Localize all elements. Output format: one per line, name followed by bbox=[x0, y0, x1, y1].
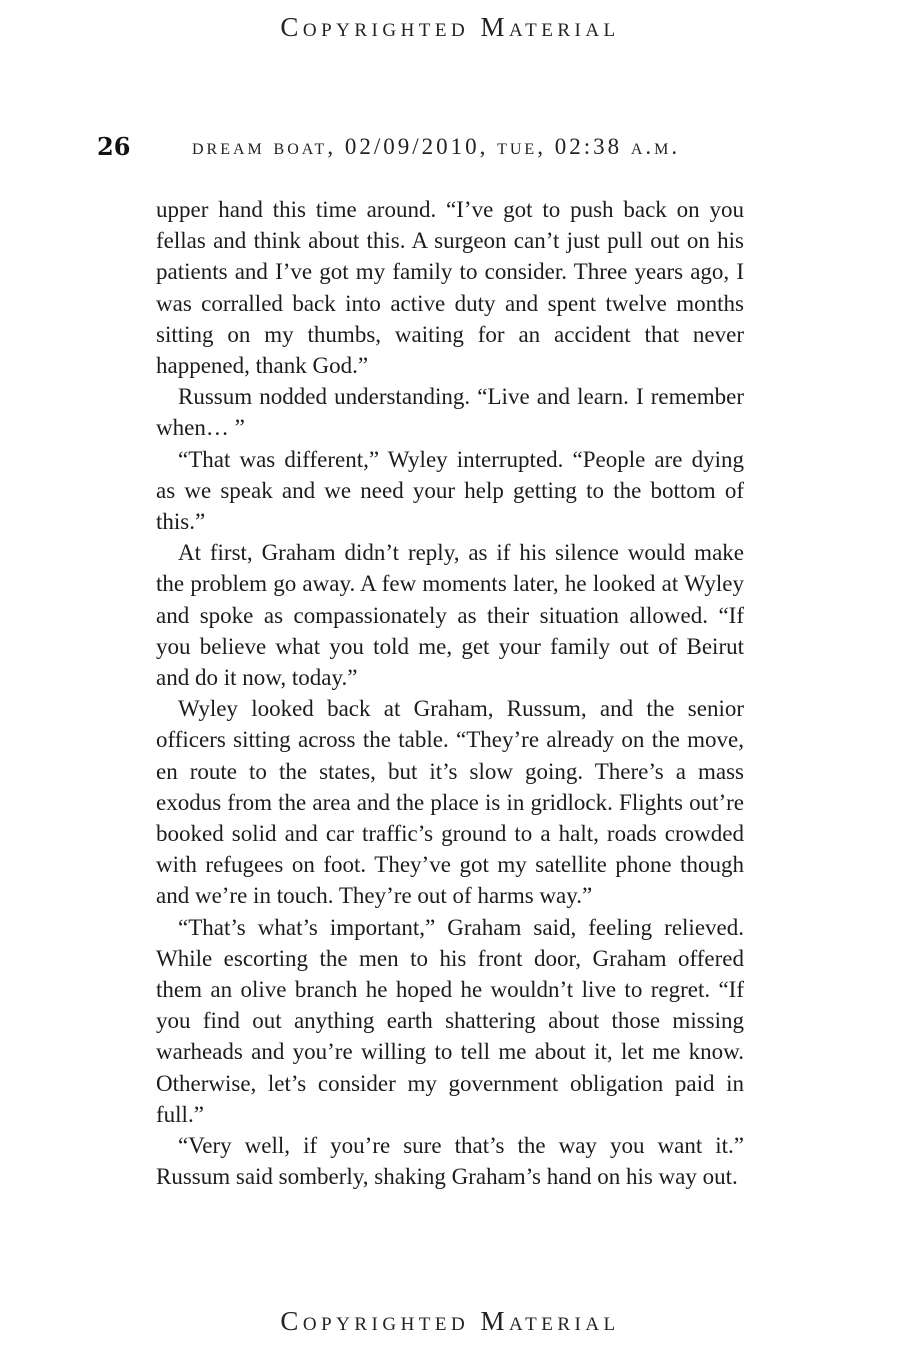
paragraph-6: “That’s what’s important,” Graham said, feeling relieved. While escorting the men to his front door, Graham offered them an olive branch he hoped he wouldn’t live to regret. “If you find out anything earth shattering about those missing warheads and you’re willing to tell me about it, let me know. Otherwise, let’s consider my government obligation paid in full.” bbox=[156, 914, 744, 1127]
copyright-notice-bottom: Copyrighted Material bbox=[280, 1306, 620, 1336]
copyright-notice-top: Copyrighted Material bbox=[280, 12, 620, 42]
paragraph-4: At first, Graham didn’t reply, as if his silence would make the problem go away. A few moments later, he looked at Wyley and spoke as compassionately as their situation allowed. “If you believe what you told me, get your family out of Beirut and do it now, today.” bbox=[156, 540, 744, 691]
paragraph-2: Russum nodded understanding. “Live and learn. I remember when… ” bbox=[156, 384, 744, 441]
paragraph-3: “That was different,” Wyley interrupted. “People are dying as we speak and we need your help getting to the bottom of this.” bbox=[156, 446, 744, 535]
body-text bbox=[156, 194, 744, 1193]
page-number: 26 bbox=[97, 132, 131, 161]
paragraph-1: upper hand this time around. “I’ve got to push back on you fellas and think about this. A surgeon can’t just pull out on his patients and I’ve got my family to consider. Three years ago, I was corralled back into active duty and spent twelve months sitting on my thumbs, waiting for an accident that never happened, thank God.” bbox=[156, 197, 744, 379]
running-title: dream boat, 02/09/2010, tue, 02:38 a.m. bbox=[192, 134, 681, 159]
paragraph-5: Wyley looked back at Graham, Russum, and the senior officers sitting across the table. “They’re already on the move, en route to the states, but it’s slow going. There’s a mass exodus from the area and the place is in gridlock. Flights out’re booked solid and car traffic’s ground to a halt, roads crowded with refugees on foot. They’ve got my satellite phone though and we’re in touch. They’re out of harms way.” bbox=[156, 696, 744, 909]
running-head bbox=[0, 130, 900, 164]
paragraph-7: “Very well, if you’re sure that’s the way you want it.” Russum said somberly, shaking Graham’s hand on his way out. bbox=[156, 1133, 744, 1190]
